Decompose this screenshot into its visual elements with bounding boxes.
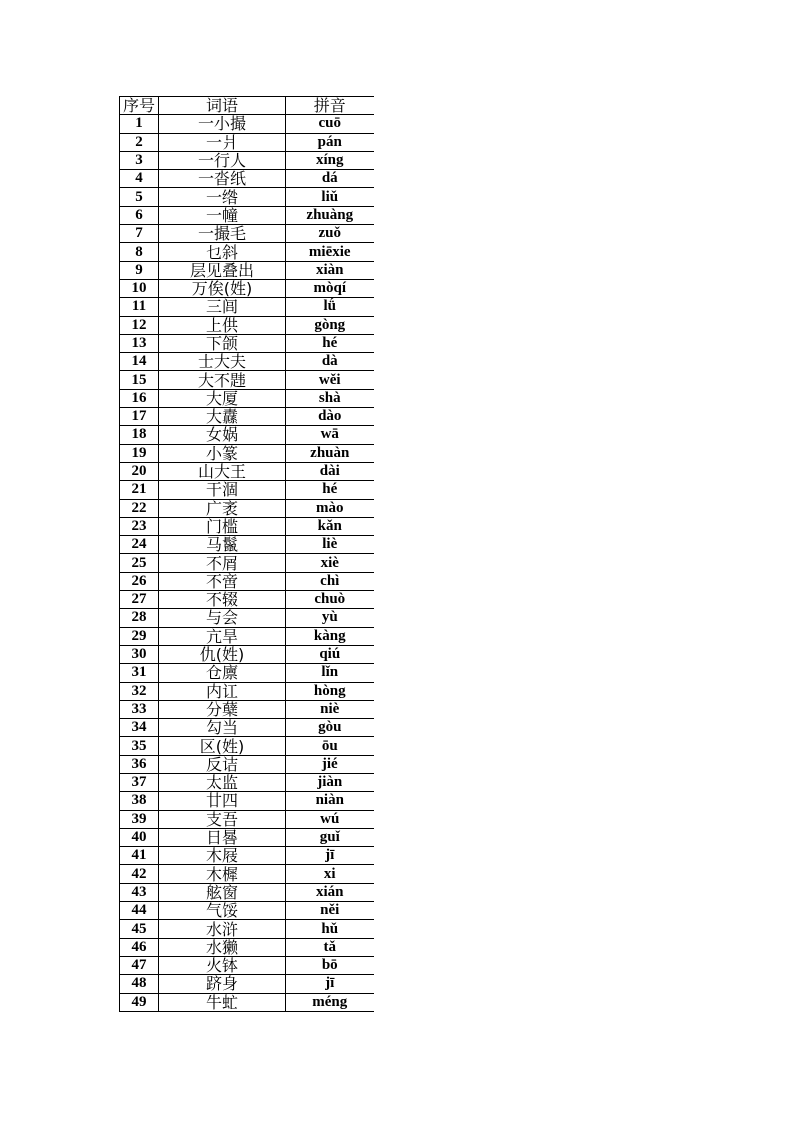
table-row: [120, 847, 374, 865]
table-row: [120, 902, 374, 920]
row-word: 下颌: [159, 334, 286, 352]
row-pinyin: shà: [286, 389, 374, 407]
row-pinyin: xíng: [286, 151, 374, 169]
pinyin-table: [119, 96, 374, 1012]
table-row: [120, 225, 374, 243]
table-row: [120, 371, 374, 389]
table-row: [120, 956, 374, 974]
row-number: 37: [120, 773, 159, 791]
row-number: 45: [120, 920, 159, 938]
row-word: 不辍: [159, 591, 286, 609]
row-pinyin: pán: [286, 133, 374, 151]
row-word: 女娲: [159, 426, 286, 444]
row-word: 分蘖: [159, 700, 286, 718]
row-pinyin: jī: [286, 847, 374, 865]
row-number: 7: [120, 225, 159, 243]
table-row: [120, 389, 374, 407]
row-pinyin: mào: [286, 499, 374, 517]
table-row: [120, 737, 374, 755]
table-row: [120, 536, 374, 554]
table-row: [120, 993, 374, 1011]
row-pinyin: něi: [286, 902, 374, 920]
row-pinyin: tǎ: [286, 938, 374, 956]
row-word: 小篆: [159, 444, 286, 462]
row-word: 一行人: [159, 151, 286, 169]
row-pinyin: miēxie: [286, 243, 374, 261]
row-word: 水浒: [159, 920, 286, 938]
row-number: 25: [120, 554, 159, 572]
row-number: 38: [120, 792, 159, 810]
row-word: 跻身: [159, 975, 286, 993]
row-word: 水獭: [159, 938, 286, 956]
table-row: [120, 828, 374, 846]
row-word: 与会: [159, 609, 286, 627]
row-word: 干涸: [159, 481, 286, 499]
row-number: 35: [120, 737, 159, 755]
row-number: 47: [120, 956, 159, 974]
table-body: [120, 115, 374, 1012]
table-row: [120, 883, 374, 901]
row-pinyin: wěi: [286, 371, 374, 389]
row-number: 28: [120, 609, 159, 627]
row-number: 49: [120, 993, 159, 1011]
row-word: 乜斜: [159, 243, 286, 261]
row-word: 舷窗: [159, 883, 286, 901]
row-word: 一沓纸: [159, 170, 286, 188]
row-word: 木樨: [159, 865, 286, 883]
row-pinyin: guǐ: [286, 828, 374, 846]
table-row: [120, 609, 374, 627]
row-pinyin: wā: [286, 426, 374, 444]
row-word: 不啻: [159, 572, 286, 590]
row-word: 支吾: [159, 810, 286, 828]
row-number: 10: [120, 279, 159, 297]
row-pinyin: dào: [286, 408, 374, 426]
row-word: 士大夫: [159, 353, 286, 371]
row-word: 一小撮: [159, 115, 286, 133]
row-number: 20: [120, 462, 159, 480]
row-word: 廿四: [159, 792, 286, 810]
row-pinyin: jī: [286, 975, 374, 993]
row-pinyin: hòng: [286, 682, 374, 700]
table-row: [120, 920, 374, 938]
row-number: 13: [120, 334, 159, 352]
row-number: 29: [120, 627, 159, 645]
row-word: 马鬣: [159, 536, 286, 554]
row-pinyin: dài: [286, 462, 374, 480]
row-word: 大厦: [159, 389, 286, 407]
table-row: [120, 170, 374, 188]
row-pinyin: liǔ: [286, 188, 374, 206]
header-pinyin: 拼音: [286, 97, 374, 115]
table-row: [120, 115, 374, 133]
table-row: [120, 334, 374, 352]
row-word: 大纛: [159, 408, 286, 426]
table-row: [120, 773, 374, 791]
row-word: 门槛: [159, 517, 286, 535]
row-number: 22: [120, 499, 159, 517]
row-number: 27: [120, 591, 159, 609]
row-number: 34: [120, 719, 159, 737]
row-word: 万俟(姓): [159, 279, 286, 297]
row-word: 内讧: [159, 682, 286, 700]
row-pinyin: lǘ: [286, 298, 374, 316]
table-row: [120, 499, 374, 517]
row-word: 上供: [159, 316, 286, 334]
row-pinyin: chuò: [286, 591, 374, 609]
row-number: 31: [120, 664, 159, 682]
row-word: 一爿: [159, 133, 286, 151]
table-row: [120, 682, 374, 700]
row-word: 层见叠出: [159, 261, 286, 279]
row-pinyin: xiàn: [286, 261, 374, 279]
row-word: 山大王: [159, 462, 286, 480]
row-word: 气馁: [159, 902, 286, 920]
table-row: [120, 426, 374, 444]
row-pinyin: mòqí: [286, 279, 374, 297]
table-row: [120, 353, 374, 371]
row-pinyin: xiè: [286, 554, 374, 572]
row-number: 43: [120, 883, 159, 901]
row-number: 26: [120, 572, 159, 590]
row-number: 11: [120, 298, 159, 316]
row-word: 一撮毛: [159, 225, 286, 243]
row-number: 46: [120, 938, 159, 956]
table-row: [120, 462, 374, 480]
row-number: 8: [120, 243, 159, 261]
row-number: 41: [120, 847, 159, 865]
row-word: 太监: [159, 773, 286, 791]
row-number: 16: [120, 389, 159, 407]
table-row: [120, 279, 374, 297]
table-row: [120, 719, 374, 737]
row-pinyin: liè: [286, 536, 374, 554]
row-number: 1: [120, 115, 159, 133]
table-row: [120, 645, 374, 663]
table-row: [120, 206, 374, 224]
row-pinyin: hǔ: [286, 920, 374, 938]
row-number: 23: [120, 517, 159, 535]
row-pinyin: hé: [286, 334, 374, 352]
table-row: [120, 133, 374, 151]
row-word: 木屐: [159, 847, 286, 865]
table-row: [120, 481, 374, 499]
table-row: [120, 700, 374, 718]
row-word: 仓廪: [159, 664, 286, 682]
row-word: 火钵: [159, 956, 286, 974]
table-row: [120, 755, 374, 773]
row-number: 17: [120, 408, 159, 426]
row-word: 三闾: [159, 298, 286, 316]
row-number: 18: [120, 426, 159, 444]
row-pinyin: wú: [286, 810, 374, 828]
row-word: 不屑: [159, 554, 286, 572]
row-pinyin: jiàn: [286, 773, 374, 791]
table-row: [120, 298, 374, 316]
row-number: 24: [120, 536, 159, 554]
row-number: 15: [120, 371, 159, 389]
row-number: 12: [120, 316, 159, 334]
row-pinyin: yù: [286, 609, 374, 627]
row-word: 一绺: [159, 188, 286, 206]
row-pinyin: zuǒ: [286, 225, 374, 243]
table-row: [120, 591, 374, 609]
row-number: 40: [120, 828, 159, 846]
row-number: 2: [120, 133, 159, 151]
row-word: 牛虻: [159, 993, 286, 1011]
row-pinyin: hé: [286, 481, 374, 499]
table-row: [120, 792, 374, 810]
row-pinyin: cuō: [286, 115, 374, 133]
row-pinyin: xián: [286, 883, 374, 901]
row-number: 14: [120, 353, 159, 371]
row-pinyin: gòu: [286, 719, 374, 737]
row-number: 39: [120, 810, 159, 828]
row-number: 3: [120, 151, 159, 169]
row-number: 19: [120, 444, 159, 462]
table-row: [120, 938, 374, 956]
row-word: 大不韪: [159, 371, 286, 389]
row-pinyin: kàng: [286, 627, 374, 645]
row-number: 5: [120, 188, 159, 206]
row-pinyin: zhuàn: [286, 444, 374, 462]
header-number: 序号: [120, 97, 159, 115]
row-pinyin: niè: [286, 700, 374, 718]
header-word: 词语: [159, 97, 286, 115]
table-row: [120, 188, 374, 206]
row-number: 36: [120, 755, 159, 773]
table-header-row: [120, 97, 374, 115]
row-word: 亢旱: [159, 627, 286, 645]
row-pinyin: chì: [286, 572, 374, 590]
table-row: [120, 554, 374, 572]
row-pinyin: dà: [286, 353, 374, 371]
row-pinyin: niàn: [286, 792, 374, 810]
table-row: [120, 627, 374, 645]
table-row: [120, 261, 374, 279]
row-word: 日晷: [159, 828, 286, 846]
row-number: 32: [120, 682, 159, 700]
table-row: [120, 444, 374, 462]
row-word: 勾当: [159, 719, 286, 737]
table-row: [120, 151, 374, 169]
row-pinyin: gòng: [286, 316, 374, 334]
row-word: 广袤: [159, 499, 286, 517]
row-word: 反诘: [159, 755, 286, 773]
table-row: [120, 408, 374, 426]
row-word: 区(姓): [159, 737, 286, 755]
row-pinyin: qiú: [286, 645, 374, 663]
table-row: [120, 664, 374, 682]
vocabulary-sheet: [119, 96, 373, 1012]
row-number: 48: [120, 975, 159, 993]
row-pinyin: zhuàng: [286, 206, 374, 224]
row-number: 4: [120, 170, 159, 188]
table-row: [120, 865, 374, 883]
row-pinyin: dá: [286, 170, 374, 188]
table-row: [120, 243, 374, 261]
row-word: 一幢: [159, 206, 286, 224]
row-pinyin: jié: [286, 755, 374, 773]
row-word: 仇(姓): [159, 645, 286, 663]
row-pinyin: xi: [286, 865, 374, 883]
row-pinyin: méng: [286, 993, 374, 1011]
table-row: [120, 810, 374, 828]
row-number: 6: [120, 206, 159, 224]
row-pinyin: lǐn: [286, 664, 374, 682]
row-pinyin: bō: [286, 956, 374, 974]
table-row: [120, 975, 374, 993]
row-number: 42: [120, 865, 159, 883]
row-pinyin: kǎn: [286, 517, 374, 535]
table-row: [120, 517, 374, 535]
table-row: [120, 572, 374, 590]
row-number: 44: [120, 902, 159, 920]
row-number: 21: [120, 481, 159, 499]
row-number: 33: [120, 700, 159, 718]
row-pinyin: ōu: [286, 737, 374, 755]
row-number: 9: [120, 261, 159, 279]
row-number: 30: [120, 645, 159, 663]
table-row: [120, 316, 374, 334]
